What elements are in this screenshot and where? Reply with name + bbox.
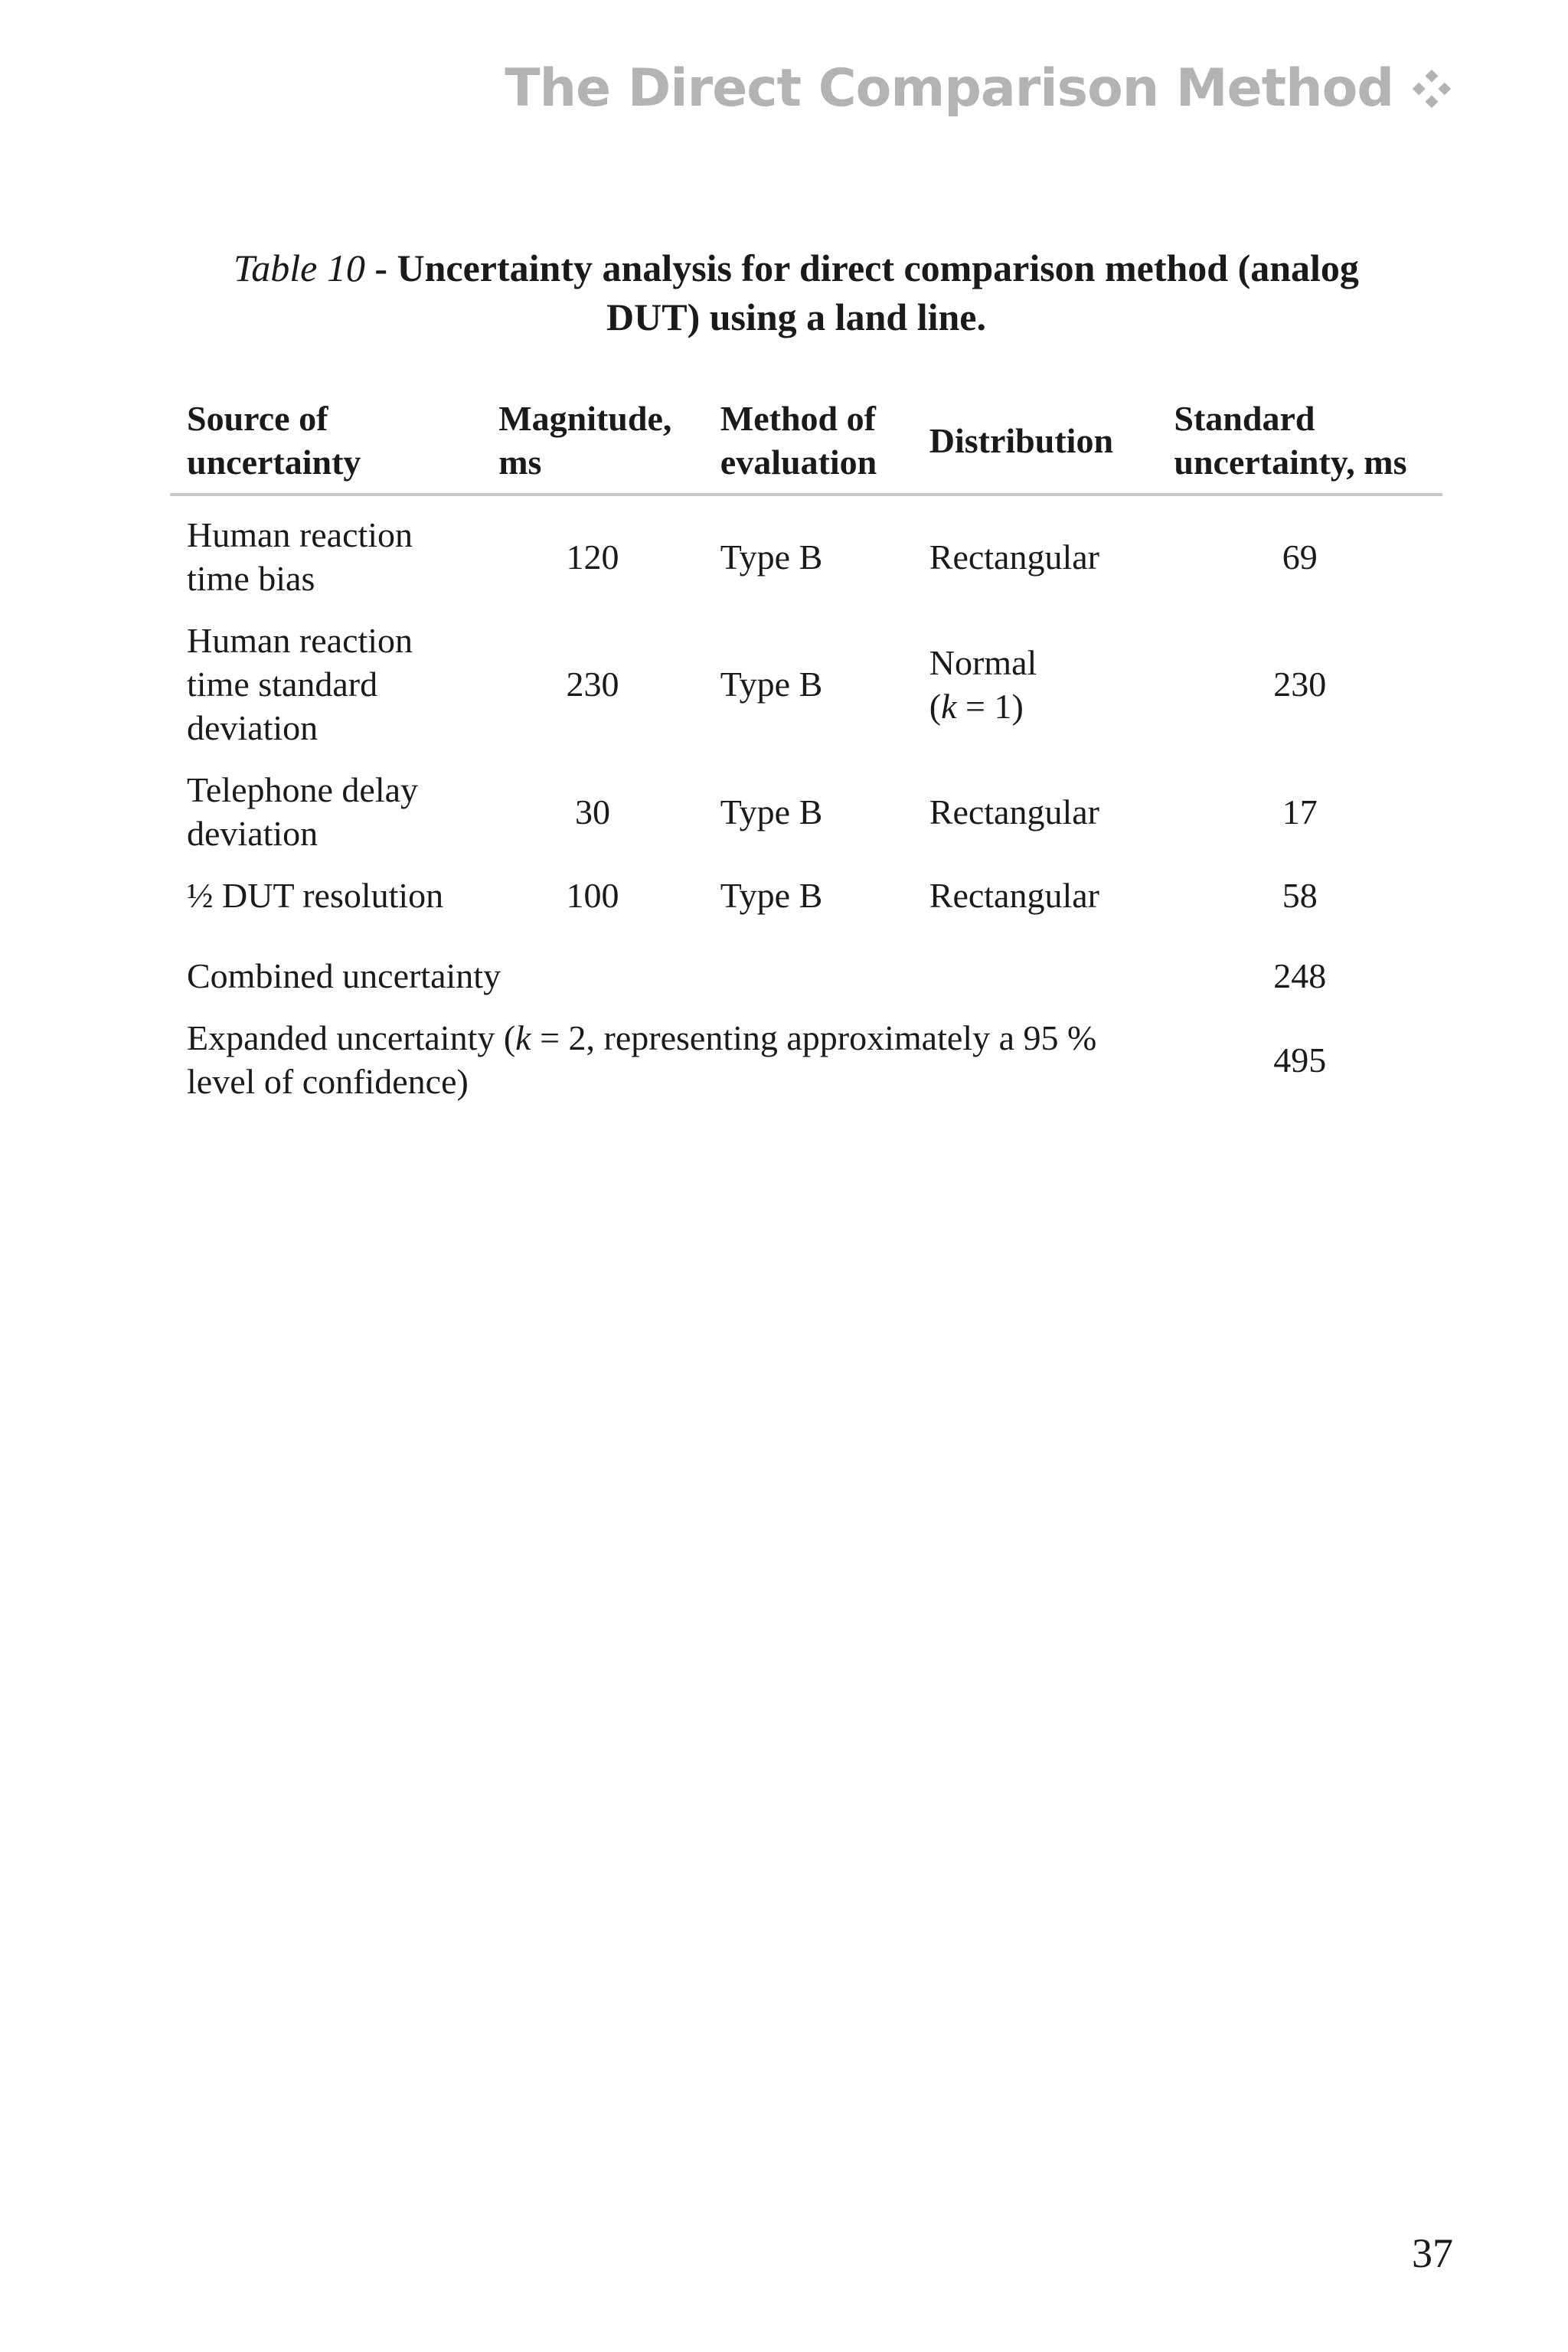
combined-uncertainty-row	[170, 926, 1442, 1007]
cell-standard: 230	[1273, 665, 1327, 704]
cell-source: Telephone delay deviation	[187, 770, 419, 853]
expanded-uncertainty-value: 495	[1273, 1040, 1327, 1080]
table-row	[170, 609, 1442, 759]
cell-distribution	[913, 609, 1158, 759]
cell-source: Human reaction time standard deviation	[187, 621, 413, 747]
table-row	[170, 864, 1442, 926]
cell-magnitude: 120	[566, 537, 619, 577]
expanded-uncertainty-label: Expanded uncertainty (k = 2, representing approximately a 95 % level of confidence)	[187, 1018, 1097, 1101]
distribution-note: (k = 1)	[929, 686, 1024, 726]
header-method: Method of evaluation	[704, 390, 913, 495]
page-number: 37	[1412, 2230, 1453, 2276]
cell-magnitude: 230	[566, 665, 619, 704]
table-header-row	[170, 390, 1442, 495]
cell-magnitude: 100	[566, 876, 619, 915]
cell-source: Human reaction time bias	[187, 515, 413, 598]
cell-distribution: Rectangular	[929, 792, 1099, 831]
header-source: Source of uncertainty	[170, 390, 482, 495]
table-row	[170, 495, 1442, 609]
header-magnitude: Magnitude, ms	[482, 390, 704, 495]
combined-uncertainty-label: Combined uncertainty	[187, 956, 501, 995]
cell-distribution: Rectangular	[929, 876, 1099, 915]
uncertainty-table	[170, 390, 1442, 1112]
expanded-uncertainty-row	[170, 1007, 1442, 1112]
running-header	[505, 58, 1453, 119]
cell-method: Type B	[720, 876, 823, 915]
cell-standard: 69	[1282, 537, 1318, 577]
distribution-label: Normal	[929, 642, 1037, 682]
cell-method: Type B	[720, 665, 823, 704]
table-title: - Uncertainty analysis for direct comparison method (analog DUT) using a land line.	[364, 247, 1359, 338]
combined-uncertainty-value: 248	[1273, 956, 1327, 995]
cell-standard: 58	[1282, 876, 1318, 915]
table-caption	[184, 243, 1409, 341]
header-standard-uncertainty: Standard uncertainty, ms	[1157, 390, 1442, 495]
table-label: Table 10	[234, 247, 365, 289]
cell-method: Type B	[720, 792, 823, 831]
cell-method: Type B	[720, 537, 823, 577]
running-title: The Direct Comparison Method	[505, 58, 1393, 119]
cell-standard: 17	[1282, 792, 1318, 831]
four-diamond-ornament-icon	[1410, 67, 1453, 110]
table-row	[170, 759, 1442, 864]
header-distribution: Distribution	[913, 390, 1158, 495]
cell-magnitude: 30	[575, 792, 610, 831]
cell-distribution: Rectangular	[929, 537, 1099, 577]
cell-source: ½ DUT resolution	[187, 876, 444, 915]
